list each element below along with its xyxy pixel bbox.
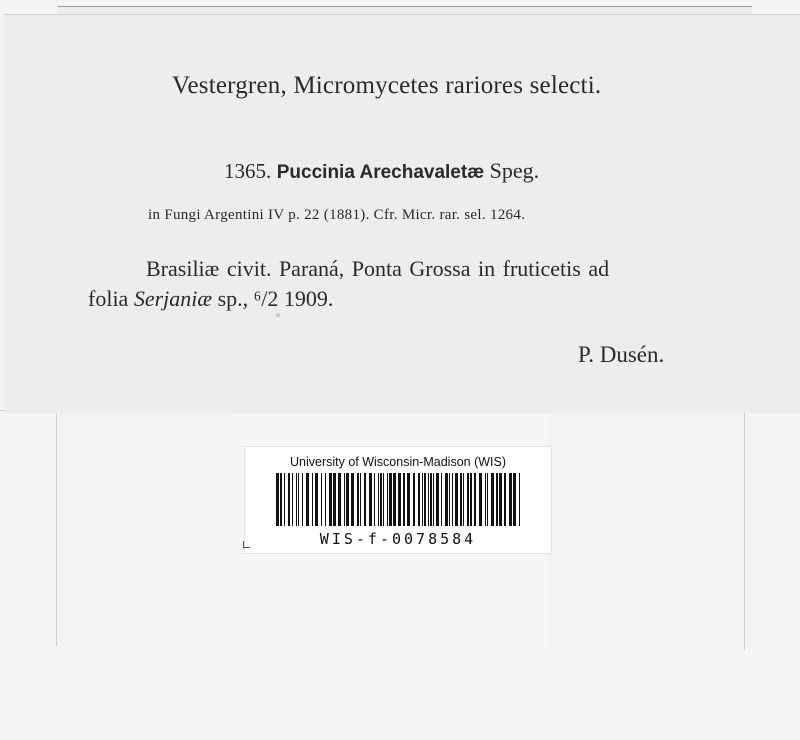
barcode-bar (428, 473, 429, 526)
barcode-bar (509, 473, 512, 526)
barcode-bar (302, 473, 303, 526)
barcode-bar (436, 473, 439, 526)
species-name: Puccinia Arechavaletæ (276, 162, 485, 183)
barcode-bar (496, 473, 498, 526)
barcode-bar (357, 473, 359, 526)
barcode-bar (364, 473, 366, 526)
barcode-bar (455, 473, 458, 526)
barcode-bar (441, 473, 442, 526)
barcode-bar (460, 473, 462, 526)
barcode-bar (306, 473, 309, 526)
barcode-bar (378, 473, 379, 526)
barcode-bar (387, 473, 388, 526)
barcode-bar (389, 473, 392, 526)
barcode-bar (403, 473, 405, 526)
barcode-bar (360, 473, 361, 526)
barcode-bar (344, 473, 345, 526)
barcode-bar (452, 473, 453, 526)
barcode-bar (513, 473, 516, 526)
barcode-bar (315, 473, 318, 526)
barcode-bar (504, 473, 506, 526)
barcode-bar (422, 473, 423, 526)
barcode-id: WIS-f-0078584 (319, 530, 477, 548)
barcode-label (244, 446, 552, 554)
barcode-bar (321, 473, 322, 526)
collector-name: P. Dusén. (578, 342, 665, 367)
barcode-bar (338, 473, 341, 526)
corner-mark (243, 541, 250, 548)
barcode-bar (374, 473, 375, 526)
host-name: Serjaniæ (133, 286, 213, 311)
barcode-bar (474, 473, 476, 526)
barcode-bar (276, 473, 279, 526)
barcode-bar (333, 473, 336, 526)
barcode-bar (393, 473, 396, 526)
barcode-bar (296, 473, 297, 526)
barcode-institution: University of Wisconsin-Madison (WIS) (289, 455, 506, 469)
barcode-bar (329, 473, 332, 526)
barcode-bar (280, 473, 282, 526)
barcode-bar (325, 473, 326, 526)
barcode-bar (463, 473, 464, 526)
barcode-bar (380, 473, 382, 526)
barcode-bar (407, 473, 410, 526)
species-line (224, 158, 539, 184)
barcode-bar (351, 473, 354, 526)
barcode-bar (499, 473, 502, 526)
locality-line-2 (88, 286, 333, 312)
barcode-bar (433, 473, 434, 526)
barcode-bar (383, 473, 384, 526)
barcode-bar (292, 473, 293, 526)
locality-prefix: folia (88, 286, 129, 311)
exsiccata-number: 1365. (224, 159, 272, 183)
barcode-bar (298, 473, 299, 526)
locality-date: sp., ⁶/2 1909. (217, 286, 334, 311)
species-authority: Speg. (489, 158, 540, 183)
packet-flap-left (56, 412, 233, 646)
barcode-bar (346, 473, 349, 526)
locality-line-1: Brasiliæ civit. Paraná, Ponta Grossa in fruticetis ad (146, 256, 610, 281)
barcode-bar (424, 473, 426, 526)
barcode-bar (369, 473, 372, 526)
barcode-bar (398, 473, 401, 526)
barcode-bar (288, 473, 290, 526)
barcode-bar (485, 473, 486, 526)
barcode-icon (276, 473, 520, 526)
barcode-bar (284, 473, 285, 526)
reference-line: in Fungi Argentini IV p. 22 (1881). Cfr. Micr. rar. sel. 1264. (148, 207, 526, 223)
barcode-bar (491, 473, 494, 526)
barcode-bar (479, 473, 482, 526)
barcode-bar (449, 473, 450, 526)
barcode-bar (312, 473, 313, 526)
barcode-bar (470, 473, 472, 526)
packet-flap-right (548, 412, 745, 650)
barcode-bar (413, 473, 415, 526)
barcode-bar (445, 473, 448, 526)
paper-speck (276, 313, 280, 317)
barcode-bar (467, 473, 469, 526)
barcode-bar (418, 473, 420, 526)
barcode-bar (519, 473, 520, 526)
barcode-bar (430, 473, 432, 526)
series-title: Vestergren, Micromycetes rariores selecti. (172, 72, 602, 99)
barcode-bar (487, 473, 488, 526)
